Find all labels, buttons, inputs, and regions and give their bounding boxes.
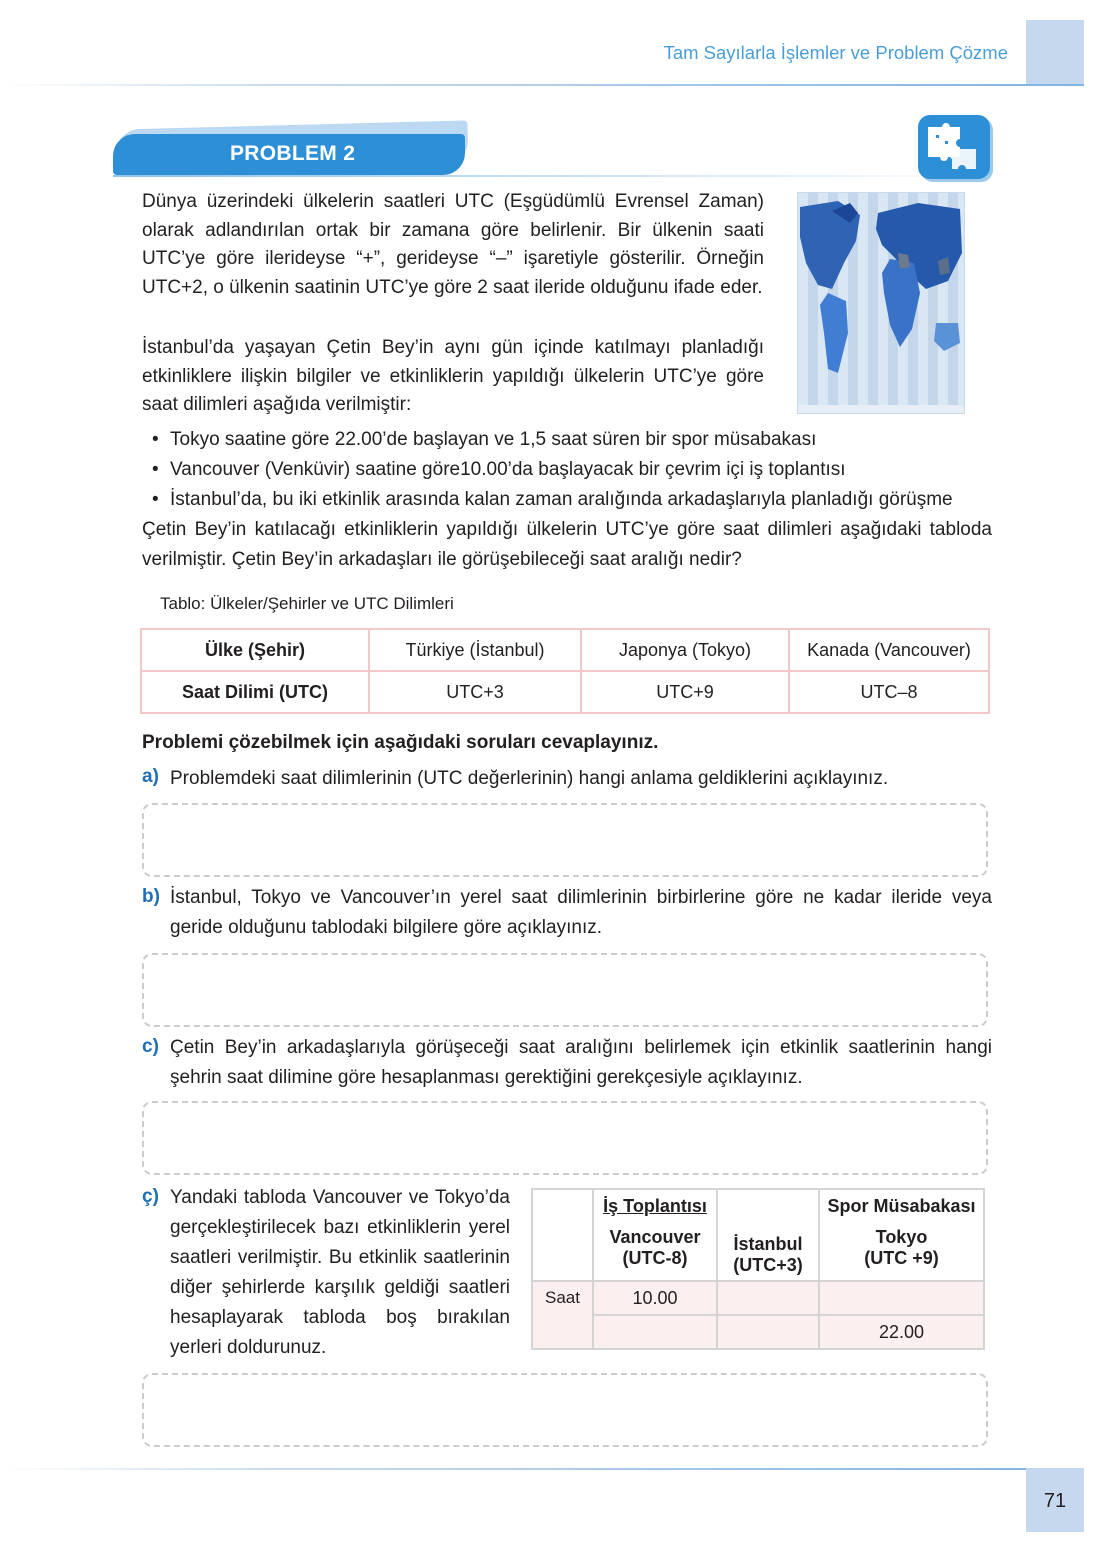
utc-table <box>140 628 990 714</box>
event-list <box>150 425 1000 515</box>
tokyo-utc: (UTC +9) <box>864 1248 939 1268</box>
footer-rule <box>0 1468 1084 1470</box>
question-d-text: Yandaki tabloda Vancouver ve Tokyo’da gerçekleştirilecek bazı etkinliklerin yerel saatleri verilmiştir. Bu etkinlik saatlerinin diğer şehirlerde karşılık geldiği saatleri hesaplayarak tabloda boş bırakılan yerleri doldurunuz. <box>170 1187 510 1358</box>
answer-box-d[interactable] <box>142 1373 988 1447</box>
table-row <box>532 1281 984 1315</box>
question-letter-a: a) <box>142 766 159 787</box>
table-cell: Türkiye (İstanbul) <box>369 629 581 671</box>
vancouver-time-cell: 10.00 <box>593 1281 717 1315</box>
puzzle-icon <box>918 115 990 179</box>
problem-label: PROBLEM 2 <box>230 142 356 165</box>
question-a-text: Problemdeki saat dilimlerinin (UTC değerlerinin) hangi anlama geldiklerini açıklayınız. <box>170 768 889 789</box>
event-times-table <box>531 1188 985 1350</box>
row-label-saat: Saat <box>532 1281 593 1349</box>
question-letter-c: c) <box>142 1036 159 1057</box>
table-header-cell <box>593 1189 717 1281</box>
world-timezone-map <box>797 192 965 414</box>
istanbul-utc: (UTC+3) <box>733 1255 803 1275</box>
list-item: • Tokyo saatine göre 22.00’de başlayan ve 1,5 saat süren bir spor müsabakası <box>150 425 1000 455</box>
table-row <box>141 671 989 713</box>
table-row <box>141 629 989 671</box>
istanbul-label: İstanbul <box>733 1234 803 1254</box>
tokyo-label: Tokyo <box>875 1227 928 1247</box>
header-rule <box>0 84 1084 86</box>
question-c-text: Çetin Bey’in arkadaşlarıyla görüşeceği saat aralığını belirlemek için etkinlik saatlerinin hangi şehrin saat dilimine göre hesaplanması gerektiğini gerekçesiyle açıklayınız. <box>170 1037 992 1088</box>
vancouver-utc: (UTC-8) <box>622 1248 688 1268</box>
vancouver-time-cell-2[interactable] <box>593 1315 717 1349</box>
table-cell-empty <box>532 1189 593 1281</box>
table-header-cell: Saat Dilimi (UTC) <box>141 671 369 713</box>
answer-box-a[interactable] <box>142 803 988 877</box>
answer-box-c[interactable] <box>142 1101 988 1175</box>
intro-paragraph: Dünya üzerindeki ülkelerin saatleri UTC (Eşgüdümlü Evrensel Zaman) olarak adlandırılan ortak bir zamana göre belirlenir. Bir ülkenin saati UTC’ye göre ilerideyse “+”, gerideyse “–” işaretiyle gösterilir. Örneğin UTC+2, o ülkenin saatinin UTC’ye göre 2 saat ileride olduğunu ifade eder. <box>142 191 764 298</box>
list-item: • Vancouver (Venküvir) saatine göre10.00’da başlayacak bir çevrim içi iş toplantısı <box>150 455 1000 485</box>
table-cell: UTC+9 <box>581 671 789 713</box>
meeting-label: İş Toplantısı <box>603 1196 707 1216</box>
table-cell: UTC+3 <box>369 671 581 713</box>
table-header-cell <box>819 1189 984 1281</box>
banner-rule <box>113 175 993 177</box>
context-paragraph: İstanbul’da yaşayan Çetin Bey’in aynı gün içinde katılmayı planladığı etkinliklere ilişkin bilgiler ve etkinliklerin yapıldığı ülkelerin UTC’ye göre saat dilimleri aşağıda verilmiştir: <box>142 337 764 415</box>
answer-box-b[interactable] <box>142 953 988 1027</box>
question-letter-b: b) <box>142 886 160 907</box>
sport-label: Spor Müsabakası <box>827 1196 976 1216</box>
list-item: • İstanbul’da, bu iki etkinlik arasında kalan zaman aralığında arkadaşlarıyla planladığı görüşme <box>150 485 1000 515</box>
table-cell: Japonya (Tokyo) <box>581 629 789 671</box>
table-header-cell: Ülke (Şehir) <box>141 629 369 671</box>
table-row <box>532 1189 984 1281</box>
question-letter-d: ç) <box>142 1186 159 1207</box>
table-header-cell <box>717 1189 819 1281</box>
header-tab <box>1026 20 1084 86</box>
istanbul-time-cell-2[interactable] <box>717 1315 819 1349</box>
table-caption: Tablo: Ülkeler/Şehirler ve UTC Dilimleri <box>160 594 454 613</box>
page-number: 71 <box>1043 1490 1067 1512</box>
question-b-text: İstanbul, Tokyo ve Vancouver’ın yerel saat dilimlerinin birbirlerine göre ne kadar ileride veya geride olduğunu tablodaki bilgilere göre açıklayınız. <box>170 887 992 938</box>
table-cell: UTC–8 <box>789 671 989 713</box>
chapter-title: Tam Sayılarla İşlemler ve Problem Çözme <box>663 42 1008 63</box>
tokyo-time-cell: 22.00 <box>819 1315 984 1349</box>
tokyo-time-cell-1[interactable] <box>819 1281 984 1315</box>
instructions-heading: Problemi çözebilmek için aşağıdaki soruları cevaplayınız. <box>142 732 659 753</box>
question-paragraph: Çetin Bey’in katılacağı etkinliklerin yapıldığı ülkelerin UTC’ye göre saat dilimleri aşağıdaki tabloda verilmiştir. Çetin Bey’in arkadaşları ile görüşebileceği saat aralığı nedir? <box>142 519 992 570</box>
vancouver-label: Vancouver <box>609 1227 701 1247</box>
table-cell: Kanada (Vancouver) <box>789 629 989 671</box>
table-row <box>532 1315 984 1349</box>
istanbul-time-cell-1[interactable] <box>717 1281 819 1315</box>
